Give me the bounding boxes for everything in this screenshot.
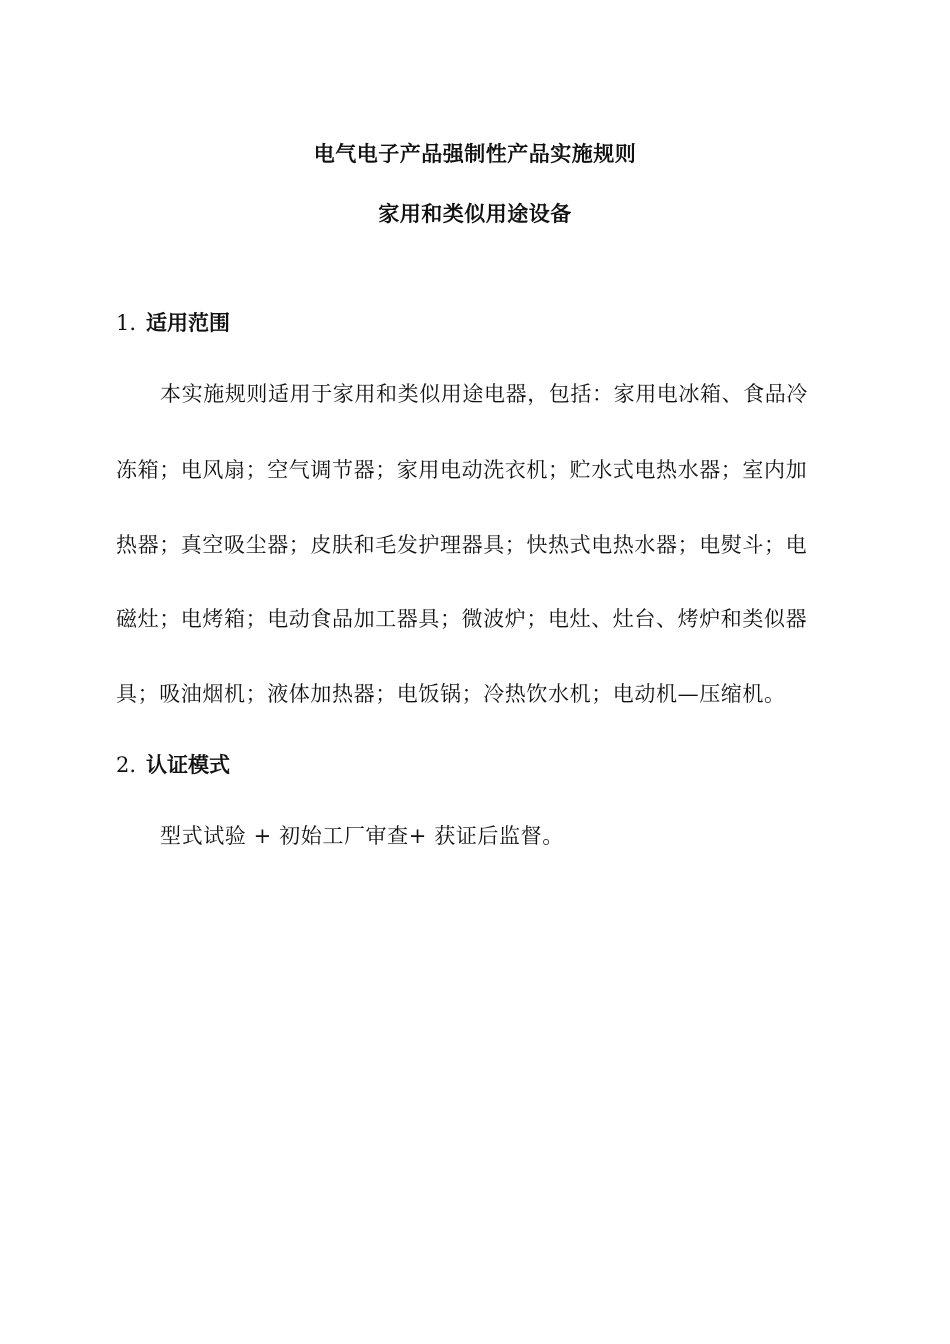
section-title: 适用范围 — [146, 311, 231, 335]
scope-paragraph-line: 冻箱；电风扇；空气调节器；家用电动洗衣机；贮水式电热水器；室内加 — [116, 458, 808, 482]
section-heading-scope — [116, 307, 230, 337]
scope-paragraph-line: 热器；真空吸尘器；皮肤和毛发护理器具；快热式电热水器；电熨斗；电 — [116, 533, 808, 557]
certification-mode-text: 型式试验 + 初始工厂审查+ 获证后监督。 — [160, 824, 564, 848]
scope-paragraph-line: 磁灶；电烤箱；电动食品加工器具；微波炉；电灶、灶台、烤炉和类似器 — [116, 607, 808, 631]
scope-paragraph-line: 本实施规则适用于家用和类似用途电器，包括：家用电冰箱、食品冷 — [160, 382, 808, 406]
scope-paragraph-line: 具；吸油烟机；液体加热器；电饭锅；冷热饮水机；电动机—压缩机。 — [116, 682, 786, 706]
section-number: 1. — [116, 311, 137, 335]
document-subtitle: 家用和类似用途设备 — [378, 202, 572, 226]
section-heading-certification-mode — [116, 749, 230, 779]
section-title: 认证模式 — [146, 753, 231, 777]
section-number: 2. — [116, 753, 137, 777]
document-title: 电气电子产品强制性产品实施规则 — [313, 142, 637, 166]
